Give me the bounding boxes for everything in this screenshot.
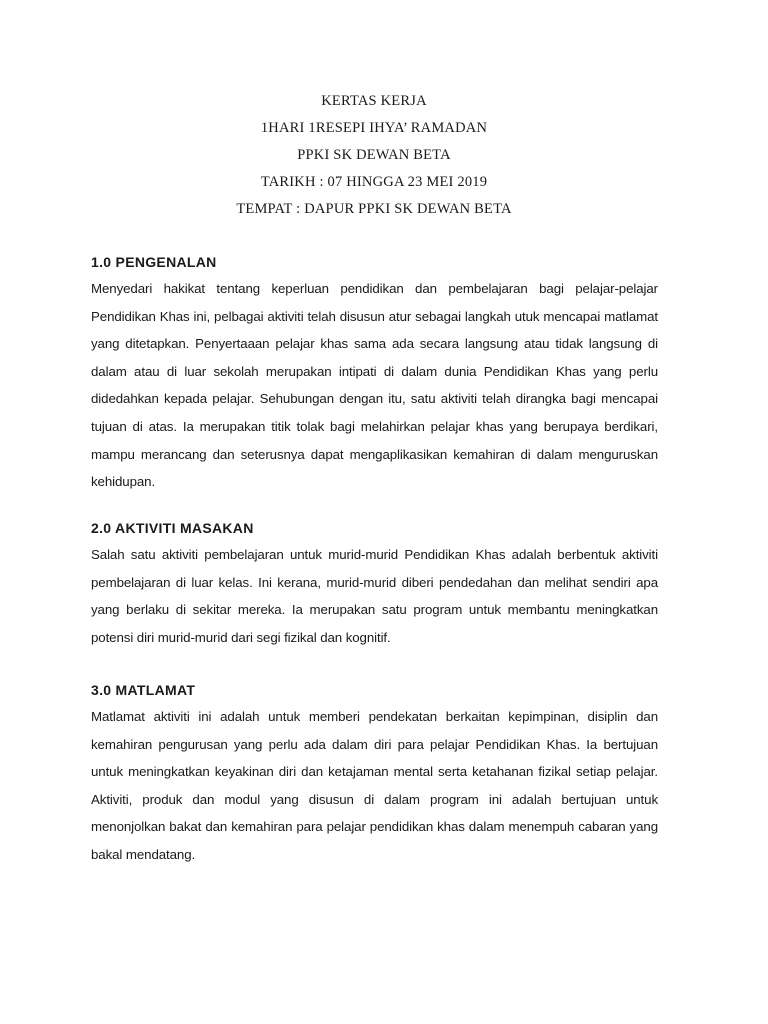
section-body: Salah satu aktiviti pembelajaran untuk murid-murid Pendidikan Khas adalah berbentuk aktiviti pembelajaran di luar kelas. Ini kerana, murid-murid diberi pendedahan dan melihat sendiri apa yang berlaku di sekitar mereka. Ia merupakan satu program untuk membantu meningkatkan potensi diri murid-murid dari segi fizikal dan kognitif. [91, 547, 658, 645]
event-venue: TEMPAT : DAPUR PPKI SK DEWAN BETA [236, 201, 512, 217]
program-name: 1HARI 1RESEPI IHYA’ RAMADAN [260, 120, 488, 136]
section-heading: 1.0 PENGENALAN [91, 254, 217, 270]
document-header [0, 88, 748, 223]
section-body: Menyedari hakikat tentang keperluan pendidikan dan pembelajaran bagi pelajar-pelajar Pendidikan Khas ini, pelbagai aktiviti telah disusun atur sebagai langkah utuk mencapai matlamat yang ditetapkan. Penyertaaan pelajar khas sama ada secara langsung atau tidak langsung di dalam atau di luar sekolah merupakan intipati di dalam dunia Pendidikan Khas yang perlu didedahkan kepada pelajar. Sehubungan dengan itu, satu aktiviti telah dirangka bagi mencapai tujuan di atas. Ia merupakan titik tolak bagi melahirkan pelajar khas yang berupaya berdikari, mampu merancang dan seterusnya dapat mengaplikasikan kemahiran di dalam menguruskan kehidupan. [91, 281, 658, 490]
organizer: PPKI SK DEWAN BETA [297, 147, 451, 163]
section-body: Matlamat aktiviti ini adalah untuk memberi pendekatan berkaitan kepimpinan, disiplin dan kemahiran pengurusan yang perlu ada dalam diri para pelajar Pendidikan Khas. Ia bertujuan untuk meningkatkan keyakinan diri dan ketajaman mental serta ketahanan fizikal setiap pelajar. Aktiviti, produk dan modul yang disusun di dalam program ini adalah bertujuan untuk menonjolkan bakat dan kemahiran para pelajar pendidikan khas dalam menempuh cabaran yang bakal mendatang. [91, 709, 658, 862]
document-title: KERTAS KERJA [321, 93, 427, 109]
section-aktiviti-masakan [91, 515, 658, 651]
section-pengenalan [91, 249, 658, 496]
section-matlamat [91, 677, 658, 869]
section-heading: 3.0 MATLAMAT [91, 682, 196, 698]
event-date: TARIKH : 07 HINGGA 23 MEI 2019 [260, 174, 488, 190]
section-heading: 2.0 AKTIVITI MASAKAN [91, 520, 254, 536]
